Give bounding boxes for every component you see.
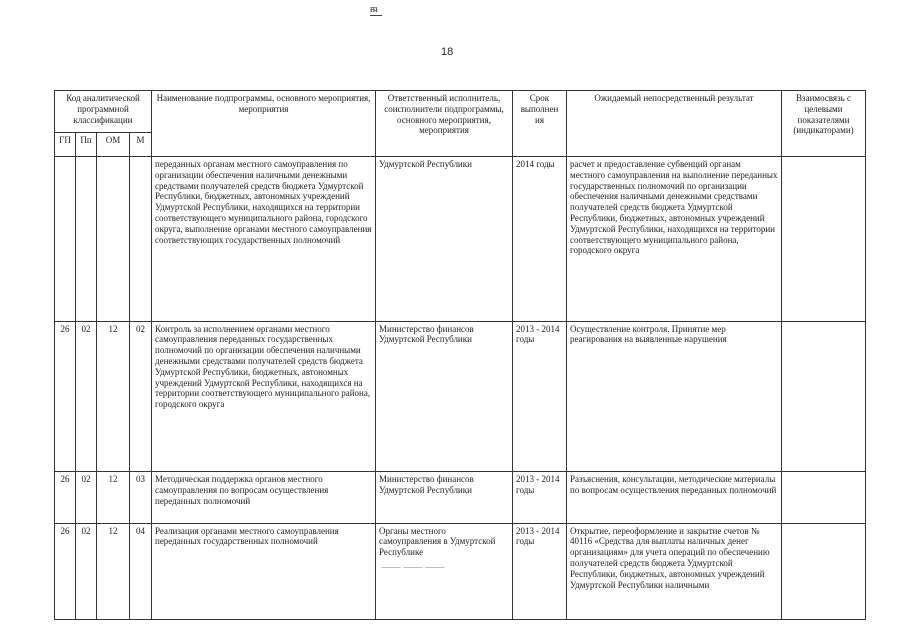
header-name: Наименование подпрограммы, основного мероприятия, мероприятия xyxy=(152,91,376,157)
cell-responsible: Удмуртской Республики xyxy=(376,157,513,322)
header-code-group: Код аналитической программной классификации xyxy=(55,91,152,133)
cell-name: Методическая поддержка органов местного самоуправления по вопросам осуществления переданных полномочий xyxy=(152,472,376,523)
header-gp: ГП xyxy=(55,133,76,157)
program-table xyxy=(54,90,866,620)
table-row xyxy=(55,523,866,619)
handwritten-mark: ᵯ xyxy=(370,4,378,15)
table-row xyxy=(55,321,866,472)
header-term: Срок выполнен ия xyxy=(513,91,567,157)
cell-gp: 26 xyxy=(55,472,76,523)
cell-relation xyxy=(782,321,866,472)
cell-term: 2013 - 2014 годы xyxy=(513,523,567,619)
cell-result: расчет и предоставление субвенций органам местного самоуправления на выполнение переданных государственных полномочий по организации обеспечения наличными денежными средствами получателей средств бюджета Удмуртской Республики, бюджетных, автономных учреждений Удмуртской Республики, находящихся на территории соответствующего муниципального района, городского округа xyxy=(567,157,782,322)
cell-gp xyxy=(55,157,76,322)
cell-pp xyxy=(76,157,97,322)
handwritten-marks: ⸻ ⸻ ⸻ xyxy=(381,562,445,572)
cell-om: 12 xyxy=(97,523,130,619)
cell-relation xyxy=(782,523,866,619)
cell-result: Осуществление контроля. Принятие мер реагирования на выявленные нарушения xyxy=(567,321,782,472)
cell-name: переданных органам местного самоуправления по организации обеспечения наличными денежными средствами получателей средств бюджета Удмуртской Республики, бюджетных, автономных учреждений Удмуртской Республики, находящихся на территории соответствующего муниципального района, городского округа, выполнение органами местного самоуправления соответствующих государственных полномочий xyxy=(152,157,376,322)
cell-pp: 02 xyxy=(76,523,97,619)
cell-result: Открытие, переоформление и закрытие счетов № 40116 «Средства для выплаты наличных денег организациям» для учета операций по обеспечению получателей средств бюджета Удмуртской Республики, бюджетных, автономных учреждений Удмуртской Республики наличными xyxy=(567,523,782,619)
cell-responsible: Министерство финансов Удмуртской Республики xyxy=(376,472,513,523)
header-responsible: Ответственный исполнитель, соисполнители подпрограммы, основного мероприятия, мероприятия xyxy=(376,91,513,157)
cell-name: Реализация органами местного самоуправления переданных государственных полномочий xyxy=(152,523,376,619)
cell-responsible: Министерство финансов Удмуртской Республики xyxy=(376,321,513,472)
header-relation: Взаимосвязь с целевыми показателями (индикаторами) xyxy=(782,91,866,157)
cell-m: 03 xyxy=(130,472,152,523)
cell-om: 12 xyxy=(97,472,130,523)
cell-term: 2013 - 2014 годы xyxy=(513,321,567,472)
page-number: 18 xyxy=(441,46,454,58)
responsible-text: Органы местного самоуправления в Удмуртской Республике xyxy=(379,525,496,558)
header-om: ОМ xyxy=(97,133,130,157)
cell-relation xyxy=(782,157,866,322)
cell-result: Разъяснения, консультации, методические материалы по вопросам осуществления переданных полномочий xyxy=(567,472,782,523)
cell-m: 02 xyxy=(130,321,152,472)
cell-term: 2014 годы xyxy=(513,157,567,322)
cell-gp: 26 xyxy=(55,523,76,619)
header-result: Ожидаемый непосредственный результат xyxy=(567,91,782,157)
cell-gp: 26 xyxy=(55,321,76,472)
table-row xyxy=(55,157,866,322)
cell-pp: 02 xyxy=(76,321,97,472)
cell-term: 2013 - 2014 годы xyxy=(513,472,567,523)
cell-name: Контроль за исполнением органами местного самоуправления переданных государственных полномочий по организации обеспечения наличными денежными средствами получателей средств бюджета Удмуртской Республики, бюджетных, автономных учреждений Удмуртской Республики, находящихся на территории соответствующего муниципального района, городского округа xyxy=(152,321,376,472)
cell-responsible xyxy=(376,523,513,619)
cell-m: 04 xyxy=(130,523,152,619)
cell-relation xyxy=(782,472,866,523)
header-pp: Пп xyxy=(76,133,97,157)
cell-m xyxy=(130,157,152,322)
cell-om: 12 xyxy=(97,321,130,472)
cell-pp: 02 xyxy=(76,472,97,523)
table-row xyxy=(55,472,866,523)
cell-om xyxy=(97,157,130,322)
header-m: М xyxy=(130,133,152,157)
